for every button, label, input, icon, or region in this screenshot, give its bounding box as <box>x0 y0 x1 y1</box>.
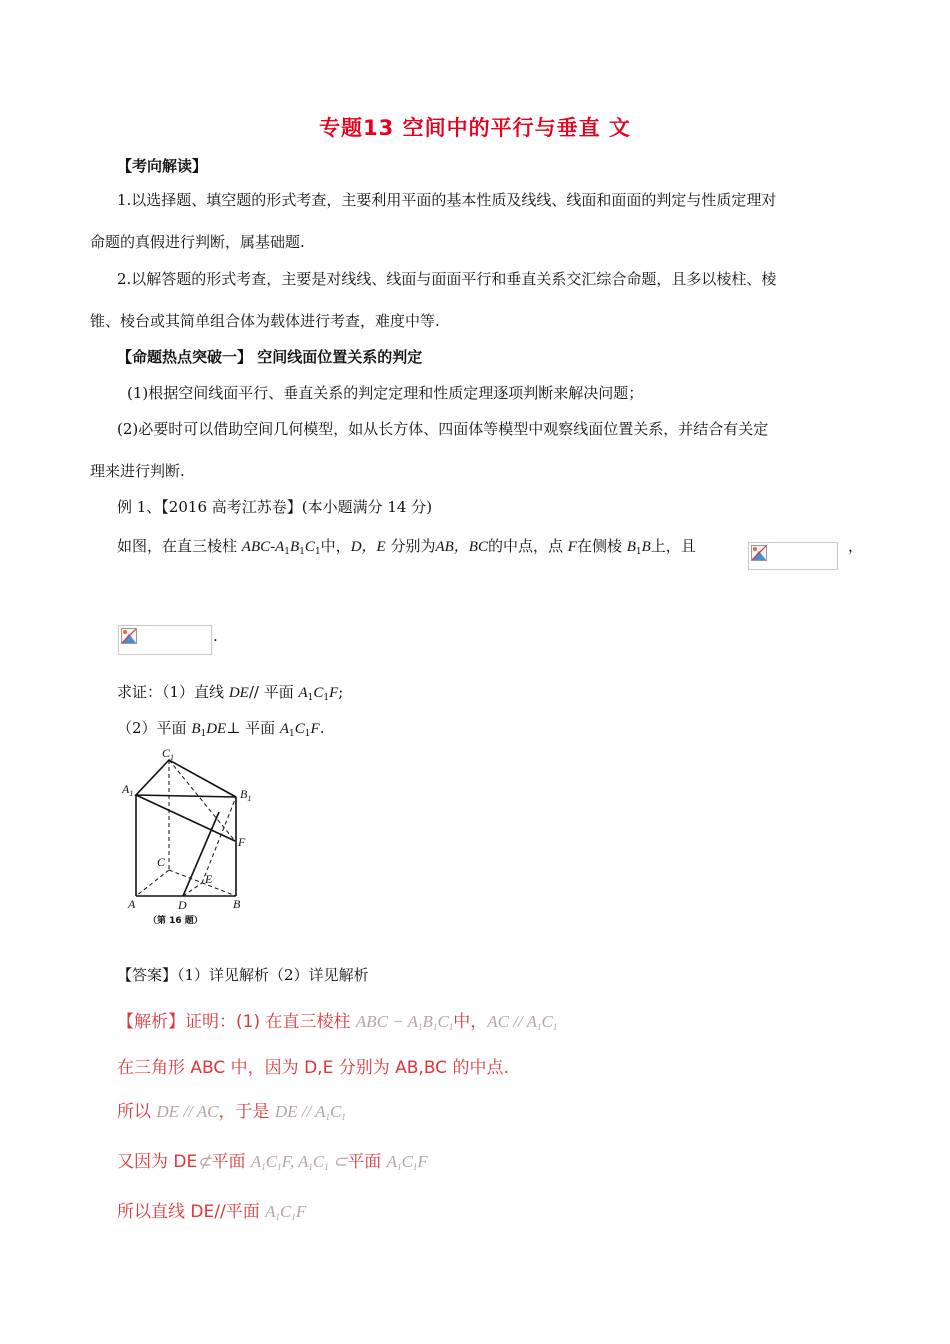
figure-label-a: A <box>128 897 136 911</box>
prove-part-2: （2）平面 $B_1DE\perp$ 平面 $A_1C_1F$. <box>117 719 325 739</box>
figure-label-d: D <box>178 898 187 912</box>
analysis-line-3: 所以 DE // AC，于是 DE // $A_1C_1$ <box>117 1102 346 1122</box>
broken-image-icon <box>121 628 137 644</box>
broken-image-placeholder-2 <box>118 625 212 655</box>
method-step-2-line-1: (2)必要时可以借助空间几何模型，如从长方体、四面体等模型中观察线面位置关系，并结合有关定 <box>117 420 769 438</box>
figure-label-c1: $C_1$ <box>162 746 175 762</box>
analysis-line-2: 在三角形 ABC 中，因为 D,E 分别为 AB,BC 的中点. <box>117 1058 509 1078</box>
analysis-line-5: 所以直线 DE//平面 $A_1C_1F$ <box>117 1202 307 1222</box>
paragraph-2-line-2: 锥、棱台或其简单组合体为载体进行考查，难度中等. <box>90 312 440 330</box>
figure-label-e: E <box>205 872 213 886</box>
broken-image-placeholder <box>748 542 838 570</box>
problem-period: . <box>213 627 218 645</box>
section-heading-trends: 【考向解读】 <box>117 157 208 175</box>
figure-label-f: F <box>238 835 246 849</box>
problem-comma: ， <box>848 537 864 555</box>
figure-label-b: B <box>233 897 241 911</box>
prove-part-1: 求证：（1）直线 DE// 平面 $A_1C_1F$; <box>117 683 344 703</box>
figure-label-a1: $A_1$ <box>122 782 134 798</box>
paragraph-1-line-2: 命题的真假进行判断，属基础题. <box>90 233 305 251</box>
broken-image-icon <box>751 545 767 561</box>
figure-label-b1: $B_1$ <box>240 787 252 803</box>
figure-label-c: C <box>157 855 166 869</box>
method-step-2-line-2: 理来进行判断. <box>90 462 185 480</box>
method-step-1: (1)根据空间线面平行、垂直关系的判定定理和性质定理逐项判断来解决问题； <box>127 384 644 402</box>
section-heading-hotspot: 【命题热点突破一】 空间线面位置关系的判定 <box>117 348 423 366</box>
paragraph-2-line-1: 2.以解答题的形式考查，主要是对线线、线面与面面平行和垂直关系交汇综合命题，且多以棱柱、棱 <box>117 270 777 288</box>
problem-statement: 如图，在直三棱柱 ABC-$A_1B_1C_1$中，D，E 分别为AB，BC的中点，点 F在侧棱 $B_1B$上，且 <box>117 537 696 557</box>
analysis-line-1: 【解析】证明：(1) 在直三棱柱 ABC − $A_1B_1C_1$中，AC // $A_1C_1$ <box>117 1012 558 1032</box>
figure-caption: （第 16 题） <box>148 916 203 926</box>
prism-figure <box>116 742 266 927</box>
analysis-line-4: 又因为 DE⊄平面 $A_1C_1F$, $A_1C_1$ ⊂平面 $A_1C_1F$ <box>117 1152 428 1172</box>
answer-line: 【答案】（1）详见解析（2）详见解析 <box>117 966 369 984</box>
example-heading: 例 1、【2016 高考江苏卷】(本小题满分 14 分) <box>117 498 433 516</box>
paragraph-1-line-1: 1.以选择题、填空题的形式考查，主要利用平面的基本性质及线线、线面和面面的判定与性质定理对 <box>117 191 777 209</box>
page-title: 专题13 空间中的平行与垂直 文 <box>319 116 631 140</box>
